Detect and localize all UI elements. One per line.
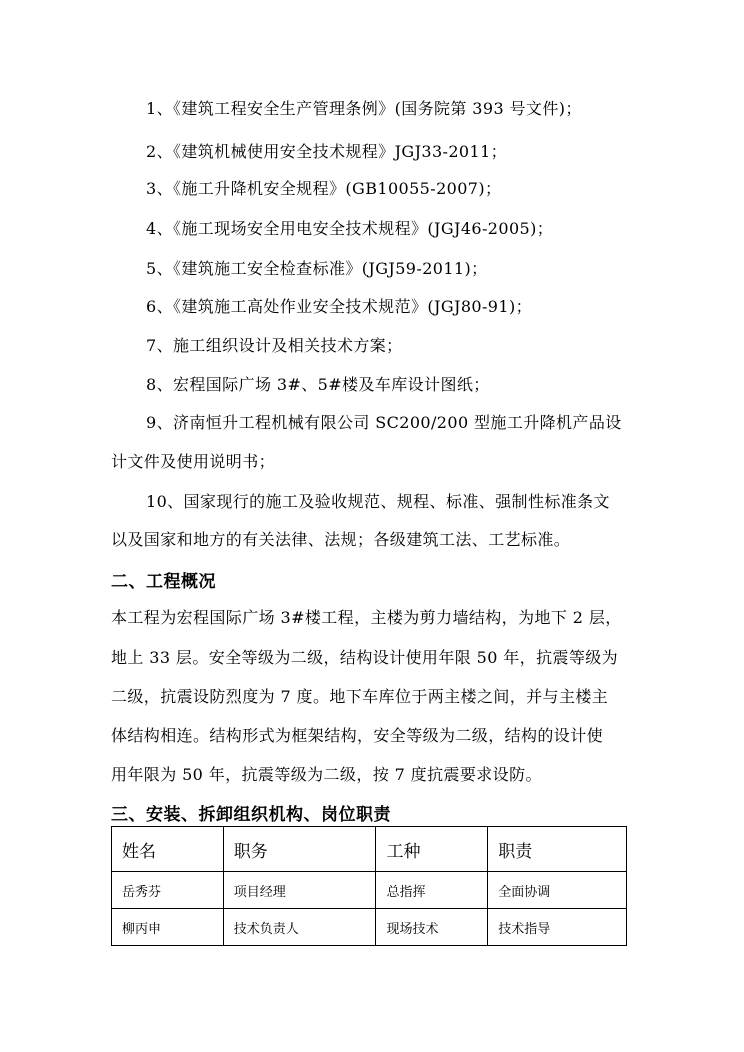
reference-item-1: 1、《建筑工程安全生产管理条例》(国务院第 393 号文件)； [146, 99, 582, 118]
cell-name: 柳丙申 [112, 909, 224, 946]
cell-position: 技术负责人 [223, 909, 376, 946]
reference-item-2: 2、《建筑机械使用安全技术规程》JGJ33-2011； [146, 142, 508, 161]
overview-paragraph-line: 用年限为 50 年，抗震等级为二级，按 7 度抗震要求设防。 [111, 765, 542, 784]
reference-item-3: 3、《施工升降机安全规程》(GB10055-2007)； [146, 179, 502, 198]
cell-position: 项目经理 [223, 872, 376, 909]
reference-item-9-line2: 计文件及使用说明书； [111, 452, 276, 471]
cell-trade: 现场技术 [376, 909, 488, 946]
section-heading-overview: 二、工程概况 [111, 572, 216, 592]
overview-paragraph-line: 地上 33 层。安全等级为二级，结构设计使用年限 50 年，抗震等级为 [111, 648, 619, 667]
section-heading-organization: 三、安装、拆卸组织机构、岗位职责 [111, 805, 391, 825]
reference-item-9-line1: 9、济南恒升工程机械有限公司 SC200/200 型施工升降机产品设 [146, 413, 622, 432]
table-header-row [112, 827, 627, 872]
overview-paragraph-line: 二级，抗震设防烈度为 7 度。地下车库位于两主楼之间，并与主楼主 [111, 687, 609, 706]
cell-name: 岳秀芬 [112, 872, 224, 909]
header-cell-position: 职务 [223, 827, 376, 872]
reference-item-7: 7、施工组织设计及相关技术方案； [146, 336, 403, 355]
reference-item-5: 5、《建筑施工安全检查标准》(JGJ59-2011)； [146, 259, 488, 278]
overview-paragraph-line: 体结构相连。结构形式为框架结构，安全等级为二级，结构的设计使 [111, 726, 604, 745]
personnel-table [111, 826, 627, 946]
reference-item-10-line1: 10、国家现行的施工及验收规范、规程、标准、强制性标准条文 [146, 492, 610, 511]
header-cell-trade: 工种 [376, 827, 488, 872]
table-row [112, 909, 627, 946]
overview-paragraph-line: 本工程为宏程国际广场 3#楼工程，主楼为剪力墙结构，为地下 2 层， [111, 608, 622, 627]
cell-trade: 总指挥 [376, 872, 488, 909]
reference-item-8: 8、宏程国际广场 3#、5#楼及车库设计图纸； [146, 375, 490, 394]
header-cell-duty: 职责 [488, 827, 627, 872]
table-row [112, 872, 627, 909]
cell-duty: 全面协调 [488, 872, 627, 909]
cell-duty: 技术指导 [488, 909, 627, 946]
reference-item-6: 6、《建筑施工高处作业安全技术规范》(JGJ80-91)； [146, 297, 532, 316]
reference-item-4: 4、《施工现场安全用电安全技术规程》(JGJ46-2005)； [146, 219, 554, 238]
reference-item-10-line2: 以及国家和地方的有关法律、法规；各级建筑工法、工艺标准。 [111, 530, 571, 549]
header-cell-name: 姓名 [112, 827, 224, 872]
